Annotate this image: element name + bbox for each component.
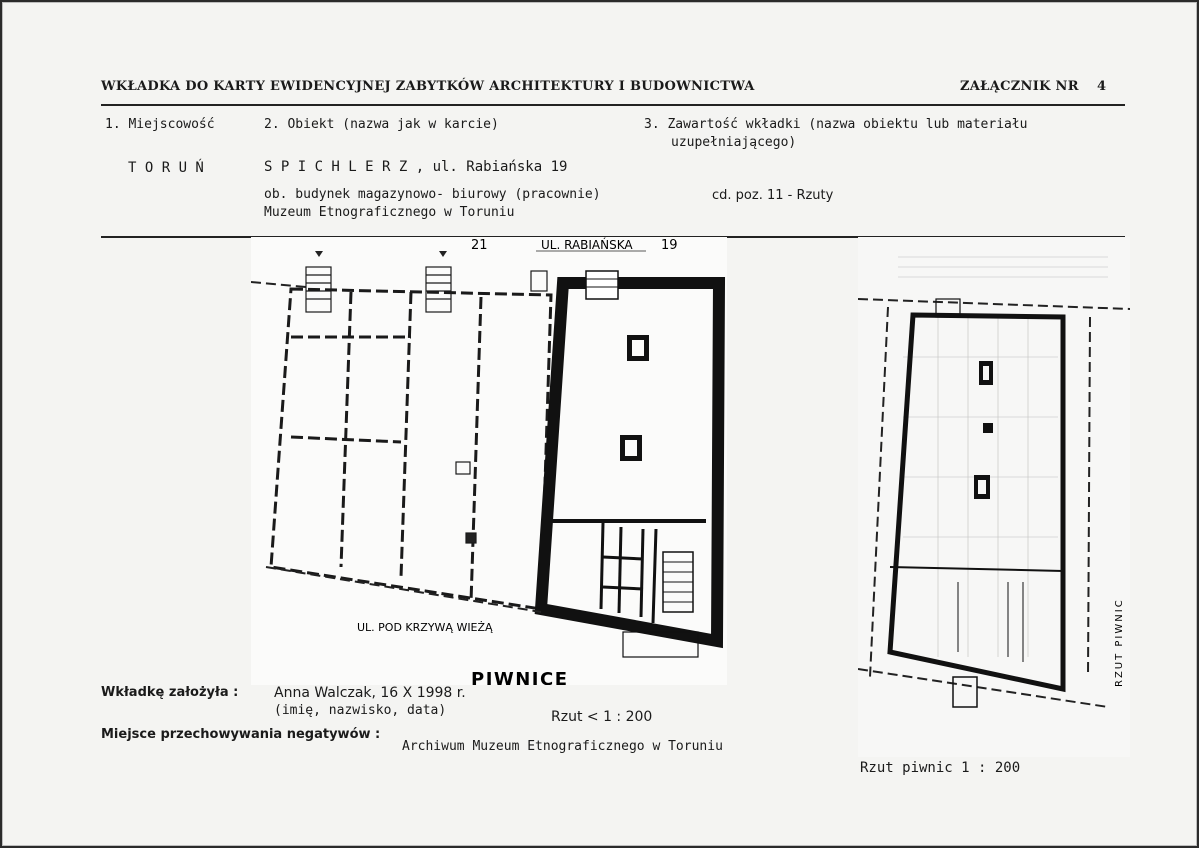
record-sheet [2, 2, 1197, 846]
field-3-label-cont: uzupełniającego) [671, 135, 797, 150]
negatives-label: Miejsce przechowywania negatywów : [101, 727, 381, 742]
founder-label: Wkładkę założyła : [101, 685, 239, 700]
plan-number-21: 21 [471, 238, 488, 253]
street-bottom-label: UL. POD KRZYWĄ WIEŻĄ [357, 621, 493, 634]
founder-hint: (imię, nazwisko, data) [274, 703, 447, 718]
field-1-label: 1. Miejscowość [105, 117, 215, 132]
place-value: T O R U Ń [128, 160, 204, 176]
object-name [264, 159, 567, 175]
right-plan-side-label: RZUT PIWNIC [1114, 598, 1125, 687]
detailed-basement-plan [858, 237, 1130, 757]
founder-value: Anna Walczak, 16 X 1998 r. [274, 685, 466, 701]
object-name-text: S P I C H L E R Z , ul. Rabiańska 19 [264, 159, 568, 175]
street-top-label: UL. RABIAŃSKA [541, 238, 633, 252]
basement-floor-plan [251, 237, 727, 685]
attachment-label: ZAŁĄCZNIK NR [960, 79, 1079, 94]
content-value: cd. poz. 11 - Rzuty [712, 188, 834, 203]
attachment-number: 4 [1097, 79, 1107, 94]
scale-label: Rzut < 1 : 200 [551, 709, 653, 725]
negatives-value: Archiwum Muzeum Etnograficznego w Toruniu [402, 739, 723, 754]
plan-number-19: 19 [661, 238, 678, 253]
object-desc-line-1: ob. budynek magazynowo- biurowy (pracownie) [264, 187, 601, 202]
field-3-label: 3. Zawartość wkładki (nazwa obiektu lub materiału [644, 117, 1028, 132]
right-plan-caption: Rzut piwnic 1 : 200 [860, 760, 1021, 776]
header-rule [101, 104, 1125, 106]
object-desc-line-2: Muzeum Etnograficznego w Toruniu [264, 205, 515, 220]
sheet-title: WKŁADKA DO KARTY EWIDENCYJNEJ ZABYTKÓW ARCHITEKTURY I BUDOWNICTWA [101, 79, 755, 94]
plan-title-piwnice: PIWNICE [471, 669, 569, 685]
field-2-label: 2. Obiekt (nazwa jak w karcie) [264, 117, 499, 132]
